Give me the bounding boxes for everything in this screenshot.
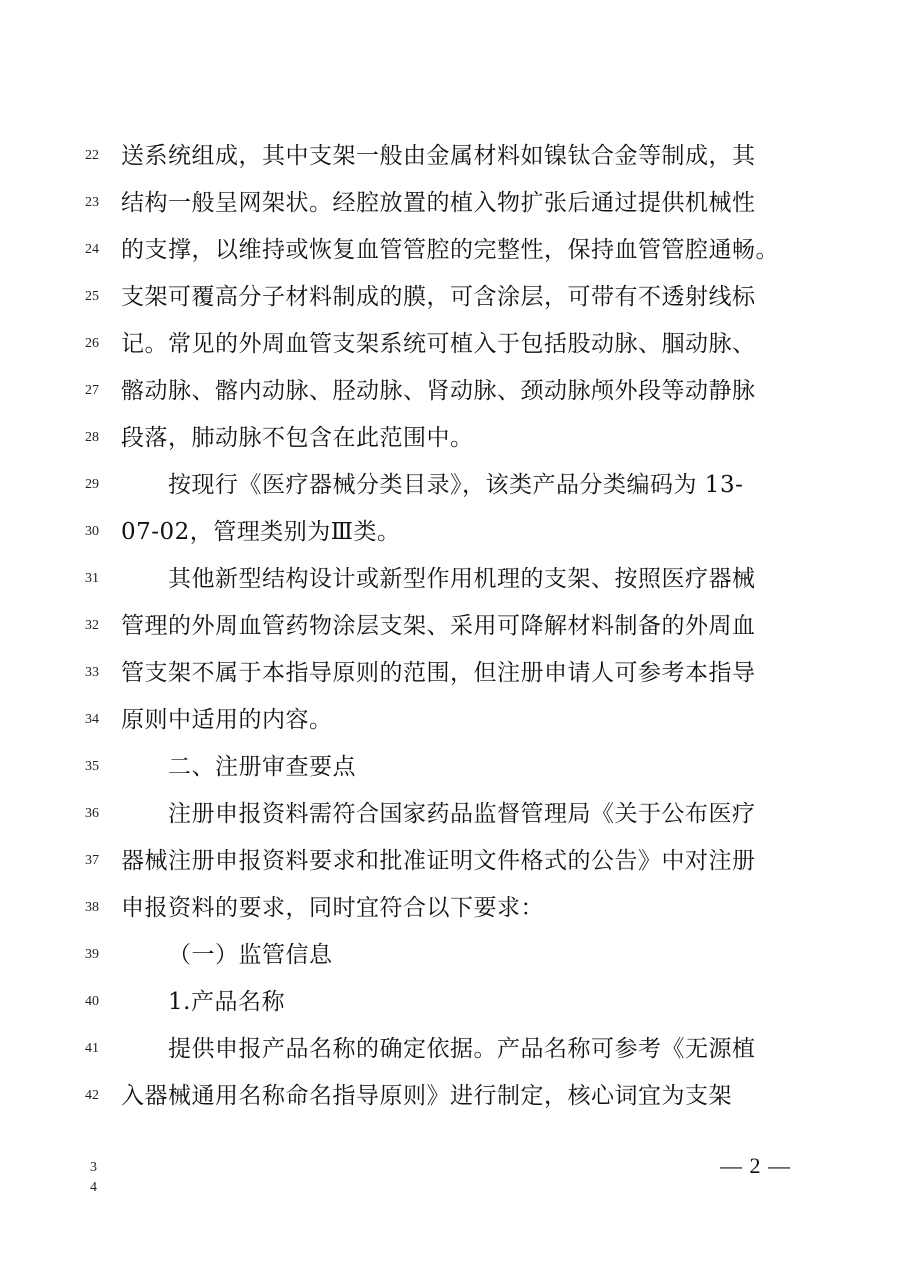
text-line-28 [0,418,905,458]
text-line-27 [0,371,905,411]
line-number: 24 [85,242,99,257]
footer-number-bottom: 4 [90,1180,97,1195]
subsection-heading: （一）监管信息 [168,942,333,968]
line-number: 40 [85,994,99,1009]
line-number: 34 [85,712,99,727]
text-line-32 [0,606,905,646]
line-number: 28 [85,430,99,445]
line-number: 30 [85,524,99,539]
text-line-26 [0,324,905,364]
line-number: 23 [85,195,99,210]
text-line-25 [0,277,905,317]
line-text: 注册申报资料需符合国家药品监督管理局《关于公布医疗 [168,801,756,827]
text-line-33 [0,653,905,693]
text-line-34 [0,700,905,740]
line-text: 原则中适用的内容。 [121,707,333,733]
text-line-31 [0,559,905,599]
line-text: 07-02，管理类别为Ⅲ类。 [121,519,401,545]
text-line-24 [0,230,905,270]
line-number: 35 [85,759,99,774]
text-line-30 [0,512,905,552]
line-text: 段落，肺动脉不包含在此范围中。 [121,425,474,451]
line-text: 其他新型结构设计或新型作用机理的支架、按照医疗器械 [168,566,756,592]
text-line-40 [0,982,905,1022]
line-number: 29 [85,477,99,492]
line-text: 记。常见的外周血管支架系统可植入于包括股动脉、腘动脉、 [121,331,756,357]
line-number: 27 [85,383,99,398]
line-number: 26 [85,336,99,351]
line-number: 37 [85,853,99,868]
line-text: 申报资料的要求，同时宜符合以下要求： [121,895,544,921]
line-text: 提供申报产品名称的确定依据。产品名称可参考《无源植 [168,1036,756,1062]
section-heading: 二、注册审查要点 [168,754,356,780]
text-line-22 [0,136,905,176]
line-number: 42 [85,1088,99,1103]
line-text: 管理的外周血管药物涂层支架、采用可降解材料制备的外周血 [121,613,756,639]
line-number: 33 [85,665,99,680]
text-line-23 [0,183,905,223]
line-number: 25 [85,289,99,304]
line-text: 送系统组成，其中支架一般由金属材料如镍钛合金等制成，其 [121,143,756,169]
line-number: 31 [85,571,99,586]
text-line-41 [0,1029,905,1069]
line-text: 髂动脉、髂内动脉、胫动脉、肾动脉、颈动脉颅外段等动静脉 [121,378,756,404]
subsection-heading: 1.产品名称 [168,989,285,1015]
line-number: 22 [85,148,99,163]
line-text: 按现行《医疗器械分类目录》，该类产品分类编码为 13- [168,472,744,498]
line-text: 支架可覆高分子材料制成的膜，可含涂层，可带有不透射线标 [121,284,756,310]
line-number: 39 [85,947,99,962]
line-text: 器械注册申报资料要求和批准证明文件格式的公告》中对注册 [121,848,756,874]
text-line-39 [0,935,905,975]
line-number: 36 [85,806,99,821]
footer-number-top: 3 [90,1160,97,1175]
line-text: 管支架不属于本指导原则的范围，但注册申请人可参考本指导 [121,660,756,686]
line-text: 结构一般呈网架状。经腔放置的植入物扩张后通过提供机械性 [121,190,756,216]
text-line-36 [0,794,905,834]
line-number: 41 [85,1041,99,1056]
line-text: 入器械通用名称命名指导原则》进行制定，核心词宜为支架 [121,1083,732,1109]
line-number: 38 [85,900,99,915]
line-number: 32 [85,618,99,633]
page-number: — 2 — [720,1153,791,1178]
text-line-35 [0,747,905,787]
line-text: 的支撑，以维持或恢复血管管腔的完整性，保持血管管腔通畅。 [121,237,779,263]
text-line-37 [0,841,905,881]
text-line-38 [0,888,905,928]
text-line-29 [0,465,905,505]
text-line-42 [0,1076,905,1116]
